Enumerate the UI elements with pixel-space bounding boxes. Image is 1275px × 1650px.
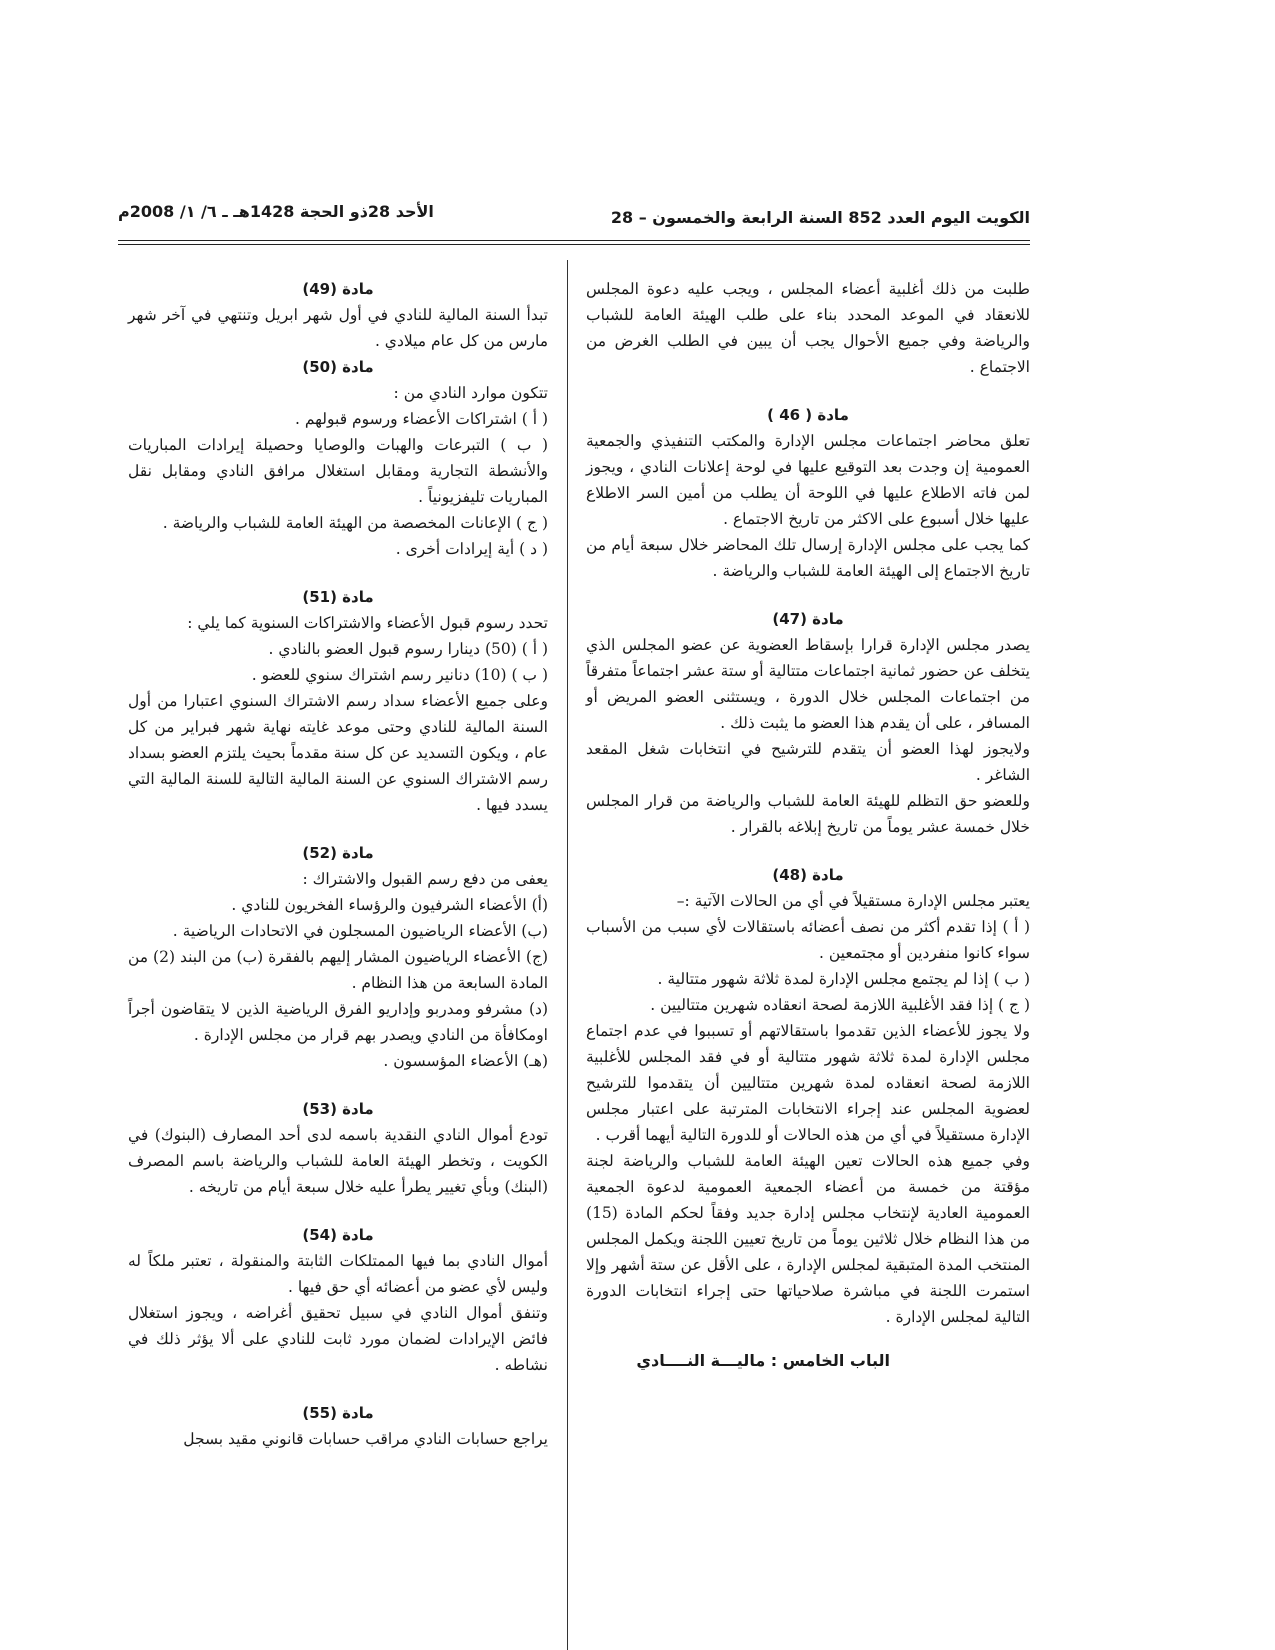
article-52-item-c: (ج) الأعضاء الرياضيون المشار إليهم بالفقرة (ب) من البند (2) من المادة السابعة من هذا النظام . bbox=[128, 948, 549, 992]
column-divider bbox=[567, 260, 568, 1650]
article-45-continuation: طلبت من ذلك أغلبية أعضاء المجلس ، ويجب عليه دعوة المجلس للانعقاد في الموعد المحدد بناء على طلب الهيئة العامة للشباب والرياضة وفي جميع الأحوال يجب أن يبين في الطلب الغرض من الاجتماع . bbox=[586, 280, 1030, 376]
article-53-title: مادة (53) bbox=[302, 1100, 374, 1118]
article-47-paragraph-1: يصدر مجلس الإدارة قرارا بإسقاط العضوية عن عضو المجلس الذي يتخلف عن حضور ثمانية اجتماعات متتالية أو ستة عشر اجتماعاً متفرقاً من اجتماعات المجلس خلال الدورة ، ويستثنى العضو المريض أو المسافر ، على أن يقدم هذا العضو ما يثبت ذلك . bbox=[586, 636, 1030, 732]
article-47-paragraph-3: وللعضو حق التظلم للهيئة العامة للشباب والرياضة من قرار المجلس خلال خمسة عشر يوماً من تاريخ إبلاغه بالقرار . bbox=[586, 792, 1030, 836]
article-46-title: مادة ( 46 ) bbox=[767, 406, 849, 424]
article-48-title: مادة (48) bbox=[772, 866, 844, 884]
chapter-heading: الباب الخامس : ماليـــة النــــادي bbox=[636, 1351, 890, 1370]
header-rule-thin bbox=[118, 244, 1030, 245]
article-51-paragraph-2: وعلى جميع الأعضاء سداد رسم الاشتراك السنوي اعتبارا من أول السنة المالية للنادي وحتى موعد غايته نهاية شهر فبراير من كل عام ، ويكون التسديد عن كل سنة مقدماً بحيث يلتزم العضو بسداد رسم الاشتراك السنوي عن السنة المالية التالية للسنة المالية التي يسدد فيها . bbox=[128, 692, 548, 814]
article-52-item-b: (ب) الأعضاء الرياضيون المسجلون في الاتحادات الرياضية . bbox=[172, 922, 548, 940]
page-header bbox=[118, 202, 1030, 238]
header-date: الأحد 28ذو الحجة 1428هـ ـ ٦/ ١/ 2008م bbox=[118, 202, 434, 221]
article-50-title: مادة (50) bbox=[302, 358, 374, 376]
article-48-item-a: ( أ ) إذا تقدم أكثر من نصف أعضائه باستقالات لأي سبب من الأسباب سواء كانوا منفردين أو مجتمعين . bbox=[586, 918, 1030, 962]
article-49-paragraph-1: تبدأ السنة المالية للنادي في أول شهر ابريل وتنتهي في آخر شهر مارس من كل عام ميلادي . bbox=[128, 306, 548, 350]
article-50-item-c: ( ج ) الإعانات المخصصة من الهيئة العامة للشباب والرياضة . bbox=[162, 514, 548, 532]
article-51-item-a: ( أ ) (50) دينارا رسوم قبول العضو بالنادي . bbox=[268, 640, 548, 658]
article-50-item-b: ( ب ) التبرعات والهبات والوصايا وحصيلة إيرادات المباريات والأنشطة التجارية ومقابل استغلال مرافق النادي ومقابل نقل المباريات تليفزيونياً . bbox=[128, 436, 548, 506]
article-47-paragraph-2: ولايجوز لهذا العضو أن يتقدم للترشيح في انتخابات شغل المقعد الشاغر . bbox=[586, 740, 1030, 784]
article-51-intro: تحدد رسوم قبول الأعضاء والاشتراكات السنوية كما يلي : bbox=[187, 614, 548, 632]
article-48-item-c: ( ج ) إذا فقد الأغلبية اللازمة لصحة انعقاده شهرين متتاليين . bbox=[650, 996, 1030, 1014]
article-50-item-d: ( د ) أية إيرادات أخرى . bbox=[395, 540, 548, 558]
article-51-title: مادة (51) bbox=[302, 588, 374, 606]
article-47-title: مادة (47) bbox=[772, 610, 844, 628]
article-48-paragraph-3: وفي جميع هذه الحالات تعين الهيئة العامة للشباب والرياضة لجنة مؤقتة من خمسة من أعضاء الجمعية العمومية لدعوة الجمعية العمومية العادية لإنتخاب مجلس إدارة جديد وفقاً لحكم المادة (15) من هذا النظام خلال ثلاثين يوماً من تاريخ تعيين اللجنة ويكمل المجلس المنتخب المدة المتبقية لمجلس الإدارة ، على الأقل عن ستة أشهر وإلا استمرت اللجنة في مباشرة صلاحياتها حتى إجراء انتخابات الدورة التالية لمجلس الإدارة . bbox=[586, 1152, 1030, 1326]
article-46-paragraph-2: كما يجب على مجلس الإدارة إرسال تلك المحاضر خلال سبعة أيام من تاريخ الاجتماع إلى الهيئة العامة للشباب والرياضة . bbox=[586, 536, 1030, 580]
article-51-item-b: ( ب ) (10) دنانير رسم اشتراك سنوي للعضو . bbox=[251, 666, 548, 684]
article-50-intro: تتكون موارد النادي من : bbox=[393, 384, 548, 402]
article-54-title: مادة (54) bbox=[302, 1226, 374, 1244]
left-column bbox=[128, 276, 548, 1452]
article-54-paragraph-1: أموال النادي بما فيها الممتلكات الثابتة والمنقولة ، تعتبر ملكاً له وليس لأي عضو من أعضائه أي حق فيها . bbox=[128, 1252, 548, 1296]
article-50-item-a: ( أ ) اشتراكات الأعضاء ورسوم قبولهم . bbox=[294, 410, 548, 428]
article-52-title: مادة (52) bbox=[302, 844, 374, 862]
right-column bbox=[586, 276, 1030, 1390]
article-55-paragraph-1: يراجع حسابات النادي مراقب حسابات قانوني مقيد بسجل bbox=[183, 1430, 548, 1448]
article-52-item-d: (د) مشرفو ومدربو وإداريو الفرق الرياضية الذين لا يتقاضون أجراً اومكافأة من النادي ويصدر بهم قرار من مجلس الإدارة . bbox=[128, 1000, 548, 1044]
header-rule bbox=[118, 240, 1030, 241]
article-52-item-a: (أ) الأعضاء الشرفيون والرؤساء الفخريون للنادي . bbox=[231, 896, 548, 914]
article-54-paragraph-2: وتنفق أموال النادي في سبيل تحقيق أغراضه ، ويجوز استغلال فائض الإيرادات لضمان مورد ثابت للنادي على ألا يؤثر ذلك في نشاطه . bbox=[128, 1304, 548, 1374]
article-52-item-e: (هـ) الأعضاء المؤسسون . bbox=[383, 1052, 548, 1070]
article-52-intro: يعفى من دفع رسم القبول والاشتراك : bbox=[302, 870, 548, 888]
article-55-title: مادة (55) bbox=[302, 1404, 374, 1422]
article-49-title: مادة (49) bbox=[302, 280, 374, 298]
article-53-paragraph-1: تودع أموال النادي النقدية باسمه لدى أحد المصارف (البنوك) في الكويت ، وتخطر الهيئة العامة للشباب والرياضة باسم المصرف (البنك) وبأي تغيير يطرأ عليه خلال سبعة أيام من تاريخه . bbox=[128, 1126, 548, 1196]
article-46-paragraph-1: تعلق محاضر اجتماعات مجلس الإدارة والمكتب التنفيذي والجمعية العمومية إن وجدت بعد التوقيع عليها في لوحة إعلانات النادي ، ويجوز لمن فاته الاطلاع عليها في اللوحة أن يطلب من أمين السر الاطلاع عليها خلال أسبوع على الاكثر من تاريخ الاجتماع . bbox=[586, 432, 1030, 528]
header-issue-info: الكويت اليوم العدد 852 السنة الرابعة والخمسون – 28 bbox=[610, 208, 1030, 227]
article-48-item-b: ( ب ) إذا لم يجتمع مجلس الإدارة لمدة ثلاثة شهور متتالية . bbox=[657, 970, 1030, 988]
article-48-paragraph-2: ولا يجوز للأعضاء الذين تقدموا باستقالاتهم أو تسببوا في عدم اجتماع مجلس الإدارة لمدة ثلاثة شهور متتالية أو في فقد المجلس للأغلبية اللازمة لصحة انعقاده لمدة شهرين متتاليين أن يتقدموا للترشيح لعضوية المجلس عند إجراء الانتخابات المترتبة على اعتبار مجلس الإدارة مستقيلاً في أي من هذه الحالات أو للدورة التالية أيهما أقرب . bbox=[586, 1022, 1030, 1144]
article-48-intro: يعتبر مجلس الإدارة مستقيلاً في أي من الحالات الآتية :– bbox=[676, 892, 1030, 910]
